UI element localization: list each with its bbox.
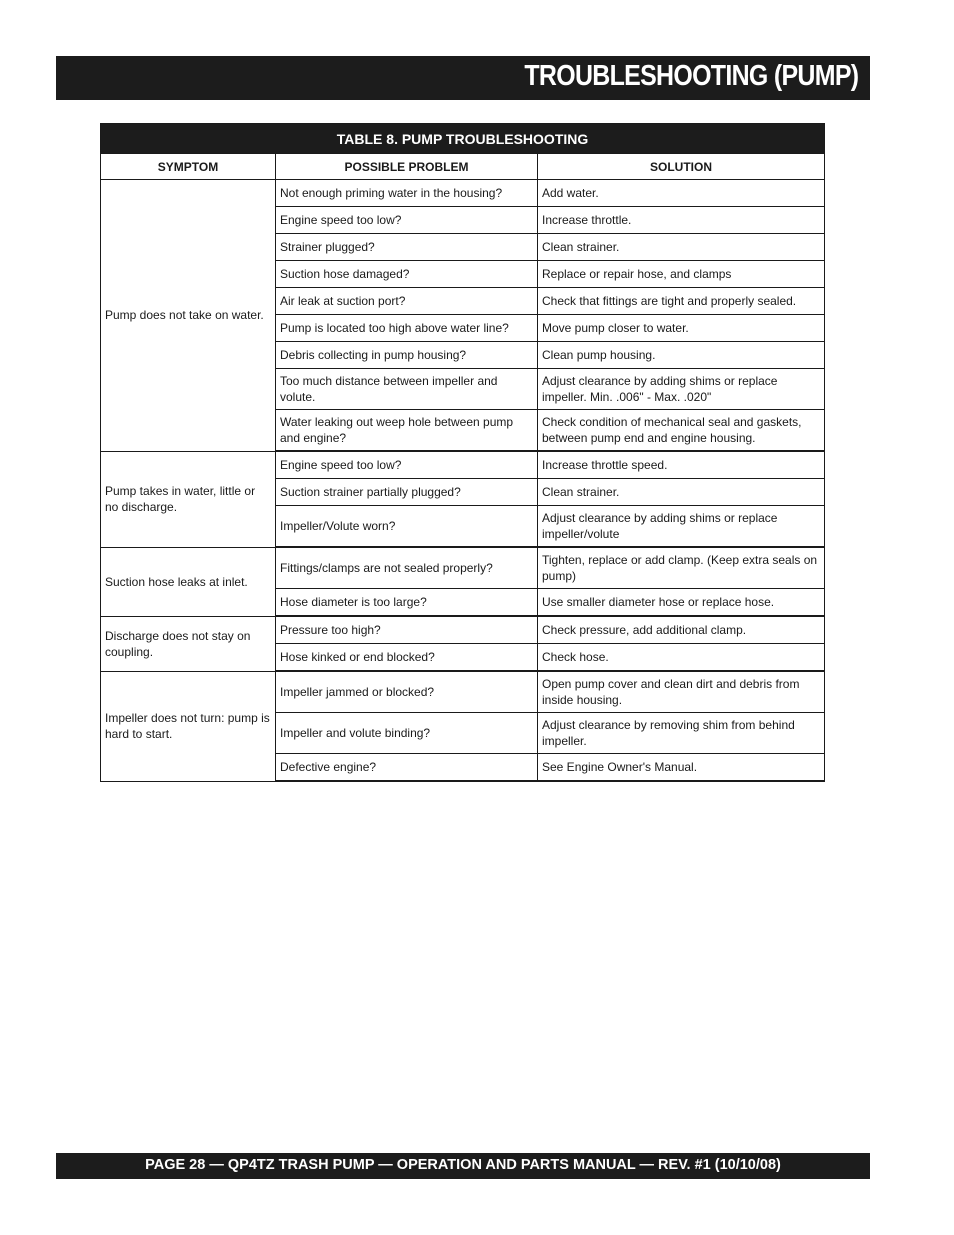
page-footer-bar (56, 1153, 870, 1179)
solution-cell: Adjust clearance by removing shim from behind impeller. (538, 713, 825, 754)
possible-problem-cell: Not enough priming water in the housing? (276, 180, 538, 207)
solution-cell: Add water. (538, 180, 825, 207)
column-header-possible-problem: POSSIBLE PROBLEM (276, 154, 538, 180)
symptom-cell: Pump does not take on water. (101, 180, 276, 452)
page-footer-text: PAGE 28 — QP4TZ TRASH PUMP — OPERATION AND PARTS MANUAL — REV. #1 (10/10/08) (145, 1157, 781, 1173)
page-header-bar (56, 56, 870, 100)
solution-cell: Check hose. (538, 644, 825, 672)
solution-cell: Clean pump housing. (538, 342, 825, 369)
possible-problem-cell: Strainer plugged? (276, 234, 538, 261)
symptom-cell: Impeller does not turn: pump is hard to start. (101, 671, 276, 781)
possible-problem-cell: Air leak at suction port? (276, 288, 538, 315)
possible-problem-cell: Impeller jammed or blocked? (276, 671, 538, 713)
possible-problem-cell: Pump is located too high above water line? (276, 315, 538, 342)
table-row (101, 451, 825, 479)
solution-cell: Increase throttle speed. (538, 451, 825, 479)
possible-problem-cell: Suction strainer partially plugged? (276, 479, 538, 506)
solution-cell: Adjust clearance by adding shims or replace impeller/volute (538, 506, 825, 548)
solution-cell: Check pressure, add additional clamp. (538, 616, 825, 644)
solution-cell: Clean strainer. (538, 479, 825, 506)
possible-problem-cell: Engine speed too low? (276, 207, 538, 234)
solution-cell: Replace or repair hose, and clamps (538, 261, 825, 288)
solution-cell: Check that fittings are tight and properly sealed. (538, 288, 825, 315)
possible-problem-cell: Pressure too high? (276, 616, 538, 644)
page-title: TROUBLESHOOTING (PUMP) (523, 60, 858, 92)
solution-cell: Move pump closer to water. (538, 315, 825, 342)
possible-problem-cell: Suction hose damaged? (276, 261, 538, 288)
column-header-solution: SOLUTION (538, 154, 825, 180)
possible-problem-cell: Fittings/clamps are not sealed properly? (276, 547, 538, 589)
table-row (101, 547, 825, 589)
solution-cell: Tighten, replace or add clamp. (Keep extra seals on pump) (538, 547, 825, 589)
table-caption: TABLE 8. PUMP TROUBLESHOOTING (101, 124, 825, 154)
possible-problem-cell: Defective engine? (276, 754, 538, 782)
symptom-cell: Suction hose leaks at inlet. (101, 547, 276, 616)
possible-problem-cell: Impeller and volute binding? (276, 713, 538, 754)
symptom-cell: Pump takes in water, little or no discharge. (101, 451, 276, 547)
solution-cell: Check condition of mechanical seal and gaskets, between pump end and engine housing. (538, 410, 825, 452)
table-body (101, 180, 825, 782)
table-row (101, 671, 825, 713)
possible-problem-cell: Engine speed too low? (276, 451, 538, 479)
solution-cell: Open pump cover and clean dirt and debris from inside housing. (538, 671, 825, 713)
possible-problem-cell: Water leaking out weep hole between pump and engine? (276, 410, 538, 452)
table-caption-row (101, 124, 825, 154)
solution-cell: Increase throttle. (538, 207, 825, 234)
possible-problem-cell: Hose diameter is too large? (276, 589, 538, 617)
troubleshooting-table-container (100, 123, 824, 782)
symptom-cell: Discharge does not stay on coupling. (101, 616, 276, 671)
solution-cell: See Engine Owner's Manual. (538, 754, 825, 782)
solution-cell: Adjust clearance by adding shims or replace impeller. Min. .006" - Max. .020" (538, 369, 825, 410)
table-header-row (101, 154, 825, 180)
solution-cell: Clean strainer. (538, 234, 825, 261)
column-header-symptom: SYMPTOM (101, 154, 276, 180)
troubleshooting-table (100, 123, 825, 782)
possible-problem-cell: Too much distance between impeller and volute. (276, 369, 538, 410)
possible-problem-cell: Debris collecting in pump housing? (276, 342, 538, 369)
possible-problem-cell: Impeller/Volute worn? (276, 506, 538, 548)
table-row (101, 180, 825, 207)
solution-cell: Use smaller diameter hose or replace hose. (538, 589, 825, 617)
possible-problem-cell: Hose kinked or end blocked? (276, 644, 538, 672)
table-row (101, 616, 825, 644)
